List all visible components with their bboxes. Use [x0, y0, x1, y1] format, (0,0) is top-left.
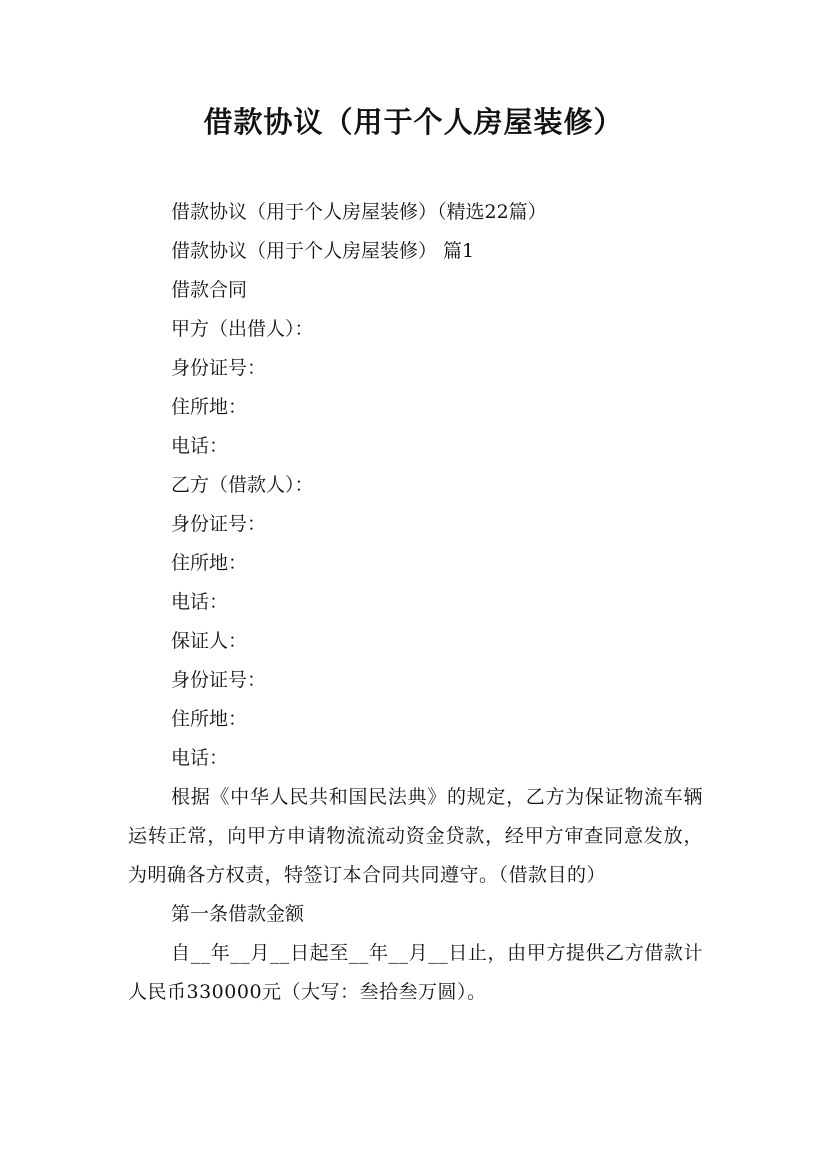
guarantor-phone-label: 电话：: [171, 747, 229, 769]
party-b-label: 乙方（借款人）：: [171, 474, 314, 496]
article-heading: 借款协议（用于个人房屋装修） 篇1: [171, 240, 475, 262]
party-a-id-label: 身份证号：: [171, 357, 267, 379]
subtitle-line: 借款协议（用于个人房屋装修）（精选22篇）: [171, 201, 547, 223]
amount-paragraph: 自__年__月__日起至__年__月__日止，由甲方提供乙方借款计人民币330000元（大写：叁拾叁万圆）。: [128, 942, 703, 1003]
party-b-phone-label: 电话：: [171, 591, 229, 613]
section-1-heading: 第一条借款金额: [171, 903, 305, 925]
party-a-label: 甲方（出借人）：: [171, 318, 314, 340]
guarantor-address-label: 住所地：: [171, 708, 248, 730]
document-body: [128, 193, 703, 1012]
party-a-address-label: 住所地：: [171, 396, 248, 418]
document-title: 借款协议（用于个人房屋装修）: [203, 105, 624, 139]
party-b-id-label: 身份证号：: [171, 513, 267, 535]
party-a-phone-label: 电话：: [171, 435, 229, 457]
guarantor-label: 保证人：: [171, 630, 248, 652]
party-b-address-label: 住所地：: [171, 552, 248, 574]
purpose-paragraph: 根据《中华人民共和国民法典》的规定，乙方为保证物流车辆运转正常，向甲方申请物流流动资金贷款，经甲方审查同意发放，为明确各方权责，特签订本合同共同遵守。（借款目的）: [128, 786, 703, 886]
guarantor-id-label: 身份证号：: [171, 669, 267, 691]
contract-heading: 借款合同: [171, 279, 248, 301]
